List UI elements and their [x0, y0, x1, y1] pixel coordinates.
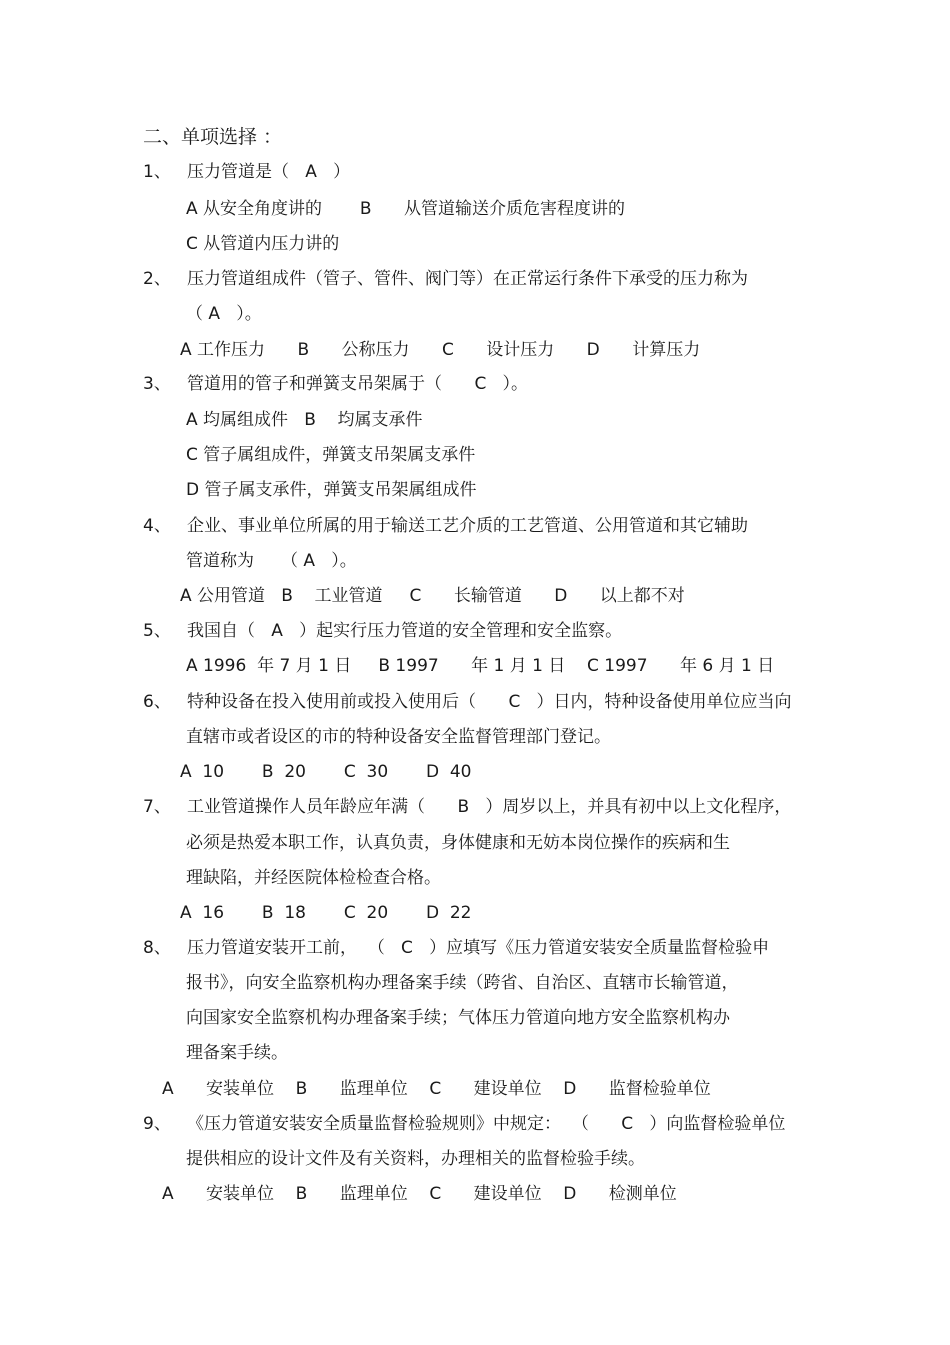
question-7-stem-line-1: 7、 工业管道操作人员年龄应年满（ B ）周岁以上，并具有初中以上文化程序， — [143, 797, 792, 817]
question-8-options: A 安装单位 B 监理单位 C 建设单位 D 监督检验单位 — [162, 1079, 711, 1099]
question-3-stem: 3、 管道用的管子和弹簧支吊架属于（ C ）。 — [143, 374, 529, 394]
question-9-stem-line-1: 9、 《压力管道安装安全质量监督检验规则》中规定： （ C ）向监督检验单位 — [143, 1114, 786, 1134]
question-2-stem-line-2: （ A ）。 — [186, 304, 262, 324]
question-5-stem: 5、 我国自（ A ）起实行压力管道的安全管理和安全监察。 — [143, 621, 623, 641]
question-7-stem-line-2: 必须是热爱本职工作，认真负责，身体健康和无妨本岗位操作的疾病和生 — [186, 833, 730, 853]
question-8-stem-line-4: 理备案手续。 — [186, 1043, 288, 1063]
question-4-options: A 公用管道 B 工业管道 C 长输管道 D 以上都不对 — [180, 586, 685, 606]
question-6-options: A 10 B 20 C 30 D 40 — [180, 762, 472, 782]
question-9-options: A 安装单位 B 监理单位 C 建设单位 D 检测单位 — [162, 1184, 677, 1204]
question-7-stem-line-3: 理缺陷，并经医院体检检查合格。 — [186, 868, 441, 888]
section-title: 二、单项选择 ： — [143, 126, 283, 148]
question-3-option-c: C 管子属组成件，弹簧支吊架属支承件 — [186, 445, 476, 465]
question-9-stem-line-2: 提供相应的设计文件及有关资料，办理相关的监督检验手续。 — [186, 1149, 645, 1169]
question-6-stem-line-2: 直辖市或者设区的市的特种设备安全监督管理部门登记。 — [186, 727, 611, 747]
question-4-stem-line-2: 管道称为 （ A ）。 — [186, 551, 357, 571]
question-1-stem: 1、 压力管道是（ A ） — [143, 162, 351, 182]
question-1-options-line-2: C 从管道内压力讲的 — [186, 234, 340, 254]
question-8-stem-line-3: 向国家安全监察机构办理备案手续；气体压力管道向地方安全监察机构办 — [186, 1008, 730, 1028]
question-4-stem-line-1: 4、 企业、事业单位所属的用于输送工艺介质的工艺管道、公用管道和其它辅助 — [143, 516, 749, 536]
question-7-options: A 16 B 18 C 20 D 22 — [180, 903, 472, 923]
question-2-options: A 工作压力 B 公称压力 C 设计压力 D 计算压力 — [180, 340, 701, 360]
question-3-option-d: D 管子属支承件，弹簧支吊架属组成件 — [186, 480, 477, 500]
question-8-stem-line-2: 报书》，向安全监察机构办理备案手续（跨省、自治区、直辖市长输管道， — [186, 973, 739, 993]
question-6-stem-line-1: 6、 特种设备在投入使用前或投入使用后（ C ）日内，特种设备使用单位应当向 — [143, 692, 792, 712]
question-2-stem-line-1: 2、 压力管道组成件（管子、管件、阀门等）在正常运行条件下承受的压力称为 — [143, 269, 749, 289]
question-1-options-line-1: A 从安全角度讲的 B 从管道输送介质危害程度讲的 — [186, 199, 625, 219]
question-8-stem-line-1: 8、 压力管道安装开工前， （ C ）应填写《压力管道安装安全质量监督检验申 — [143, 938, 770, 958]
question-3-option-a: A 均属组成件 B 均属支承件 — [186, 410, 423, 430]
question-5-options: A 1996 年 7 月 1 日 B 1997 年 1 月 1 日 C 1997 年 6 月 1 日 — [186, 656, 775, 676]
